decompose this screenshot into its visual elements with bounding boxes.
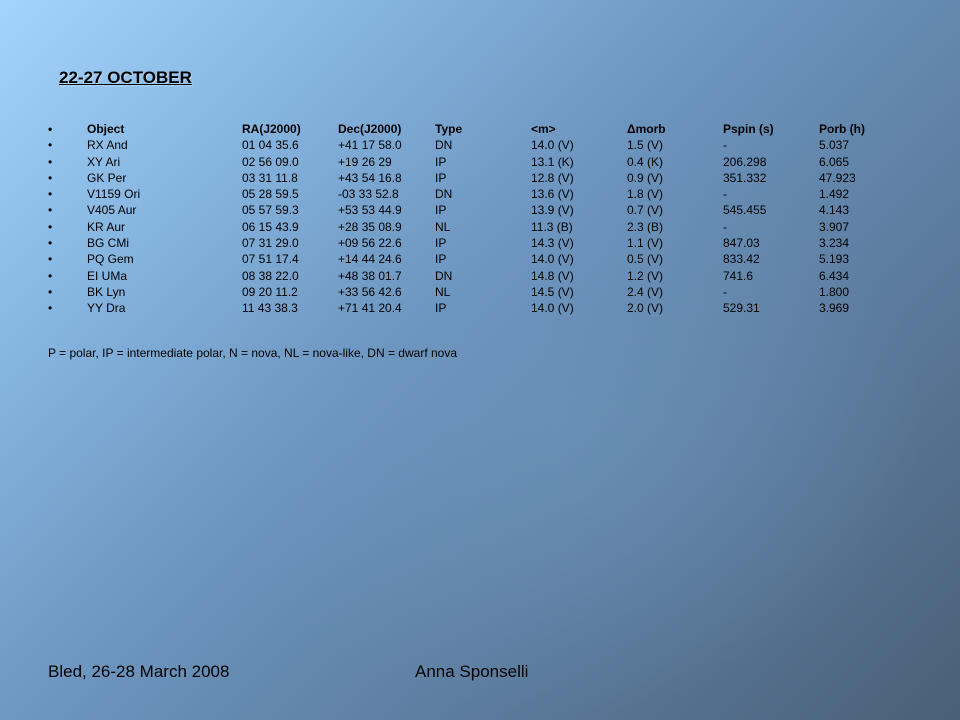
cell-delta-morb: 1.5 (V): [627, 138, 664, 153]
cell-ra: 05 28 59.5: [242, 187, 299, 202]
cell-type: IP: [435, 170, 447, 185]
cell-mag: 14.8 (V): [531, 268, 574, 283]
cell-dec: +53 53 44.9: [338, 203, 402, 218]
bullet: •: [48, 203, 53, 218]
footer-event: Bled, 26-28 March 2008: [48, 662, 230, 681]
cell-porb: 5.037: [819, 138, 850, 153]
bullet: •: [48, 301, 53, 316]
cell-ra: 05 57 59.3: [242, 203, 299, 218]
header-porb: Porb (h): [819, 122, 865, 136]
cell-object: XY Ari: [87, 154, 121, 169]
header-object: Object: [87, 122, 125, 136]
bullet: •: [48, 219, 53, 234]
cell-type: IP: [435, 203, 447, 218]
cell-delta-morb: 0.7 (V): [627, 203, 664, 218]
cell-object: RX And: [87, 138, 128, 153]
cell-type: IP: [435, 236, 447, 251]
cell-mag: 14.0 (V): [531, 301, 574, 316]
cell-delta-morb: 0.4 (K): [627, 154, 664, 169]
cell-mag: 14.0 (V): [531, 138, 574, 153]
bullet: •: [48, 138, 53, 153]
slide-title: 22-27 OCTOBER: [59, 68, 192, 87]
bullet: •: [48, 122, 53, 136]
cell-pspin: -: [723, 284, 727, 299]
cell-dec: +43 54 16.8: [338, 170, 402, 185]
cell-pspin: -: [723, 219, 727, 234]
cell-pspin: 847.03: [723, 236, 760, 251]
cell-delta-morb: 1.8 (V): [627, 187, 664, 202]
header-mag: <m>: [531, 122, 556, 136]
cell-ra: 08 38 22.0: [242, 268, 299, 283]
cell-ra: 01 04 35.6: [242, 138, 299, 153]
footer-author: Anna Sponselli: [415, 662, 529, 681]
cell-ra: 03 31 11.8: [242, 170, 298, 185]
cell-dec: +48 38 01.7: [338, 268, 402, 283]
cell-pspin: 741.6: [723, 268, 754, 283]
bullet: •: [48, 252, 53, 267]
cell-delta-morb: 1.2 (V): [627, 268, 664, 283]
cell-dec: +33 56 42.6: [338, 284, 402, 299]
cell-ra: 07 31 29.0: [242, 236, 299, 251]
bullet: •: [48, 170, 53, 185]
cell-porb: 3.907: [819, 219, 850, 234]
cell-delta-morb: 2.0 (V): [627, 301, 664, 316]
cell-delta-morb: 1.1 (V): [627, 236, 664, 251]
cell-object: BK Lyn: [87, 284, 126, 299]
header-pspin: Pspin (s): [723, 122, 774, 136]
cell-mag: 14.3 (V): [531, 236, 574, 251]
cell-pspin: 833.42: [723, 252, 760, 267]
cell-mag: 13.9 (V): [531, 203, 574, 218]
cell-porb: 6.065: [819, 154, 850, 169]
type-legend: P = polar, IP = intermediate polar, N = nova, NL = nova-like, DN = dwarf nova: [48, 346, 458, 360]
cell-pspin: -: [723, 187, 727, 202]
cell-pspin: 545.455: [723, 203, 767, 218]
cell-type: NL: [435, 284, 451, 299]
cell-dec: -03 33 52.8: [338, 187, 399, 202]
cell-porb: 5.193: [819, 252, 850, 267]
cell-object: PQ Gem: [87, 252, 134, 267]
cell-dec: +19 26 29: [338, 154, 392, 169]
cell-ra: 06 15 43.9: [242, 219, 299, 234]
header-type: Type: [435, 122, 463, 136]
cell-object: YY Dra: [87, 301, 126, 316]
cell-dec: +09 56 22.6: [338, 236, 402, 251]
cell-ra: 02 56 09.0: [242, 154, 299, 169]
bullet: •: [48, 187, 53, 202]
cell-type: IP: [435, 154, 447, 169]
cell-mag: 13.6 (V): [531, 187, 574, 202]
cell-type: NL: [435, 219, 451, 234]
cell-porb: 3.969: [819, 301, 850, 316]
cell-ra: 07 51 17.4: [242, 252, 299, 267]
cell-type: DN: [435, 187, 453, 202]
cell-mag: 14.0 (V): [531, 252, 574, 267]
cell-ra: 09 20 11.2: [242, 284, 298, 299]
cell-delta-morb: 0.5 (V): [627, 252, 664, 267]
cell-pspin: 529.31: [723, 301, 760, 316]
cell-porb: 6.434: [819, 268, 850, 283]
cell-ra: 11 43 38.3: [242, 301, 298, 316]
cell-pspin: 206.298: [723, 154, 767, 169]
header-dec: Dec(J2000): [338, 122, 402, 136]
header-delta-morb: Δmorb: [627, 122, 666, 136]
cell-delta-morb: 2.3 (B): [627, 219, 664, 234]
bullet: •: [48, 268, 53, 283]
cell-object: V405 Aur: [87, 203, 137, 218]
bullet: •: [48, 154, 53, 169]
cell-type: DN: [435, 268, 453, 283]
cell-dec: +41 17 58.0: [338, 138, 402, 153]
cell-pspin: 351.332: [723, 170, 767, 185]
cell-dec: +71 41 20.4: [338, 301, 402, 316]
bullet: •: [48, 284, 53, 299]
cell-mag: 12.8 (V): [531, 170, 574, 185]
cell-porb: 4.143: [819, 203, 850, 218]
cell-porb: 1.492: [819, 187, 850, 202]
cell-dec: +28 35 08.9: [338, 219, 402, 234]
cell-mag: 14.5 (V): [531, 284, 574, 299]
cell-type: IP: [435, 301, 447, 316]
cell-porb: 3.234: [819, 236, 850, 251]
cell-object: V1159 Ori: [87, 187, 141, 202]
cell-object: BG CMi: [87, 236, 129, 251]
bullet: •: [48, 236, 53, 251]
cell-porb: 47.923: [819, 170, 856, 185]
cell-type: IP: [435, 252, 447, 267]
cell-mag: 11.3 (B): [531, 219, 573, 234]
cell-type: DN: [435, 138, 453, 153]
cell-dec: +14 44 24.6: [338, 252, 402, 267]
cell-pspin: -: [723, 138, 727, 153]
header-ra: RA(J2000): [242, 122, 301, 136]
cell-porb: 1.800: [819, 284, 850, 299]
cell-delta-morb: 0.9 (V): [627, 170, 664, 185]
cell-object: GK Per: [87, 170, 127, 185]
cell-object: KR Aur: [87, 219, 126, 234]
cell-delta-morb: 2.4 (V): [627, 284, 664, 299]
cell-object: EI UMa: [87, 268, 128, 283]
cell-mag: 13.1 (K): [531, 154, 574, 169]
